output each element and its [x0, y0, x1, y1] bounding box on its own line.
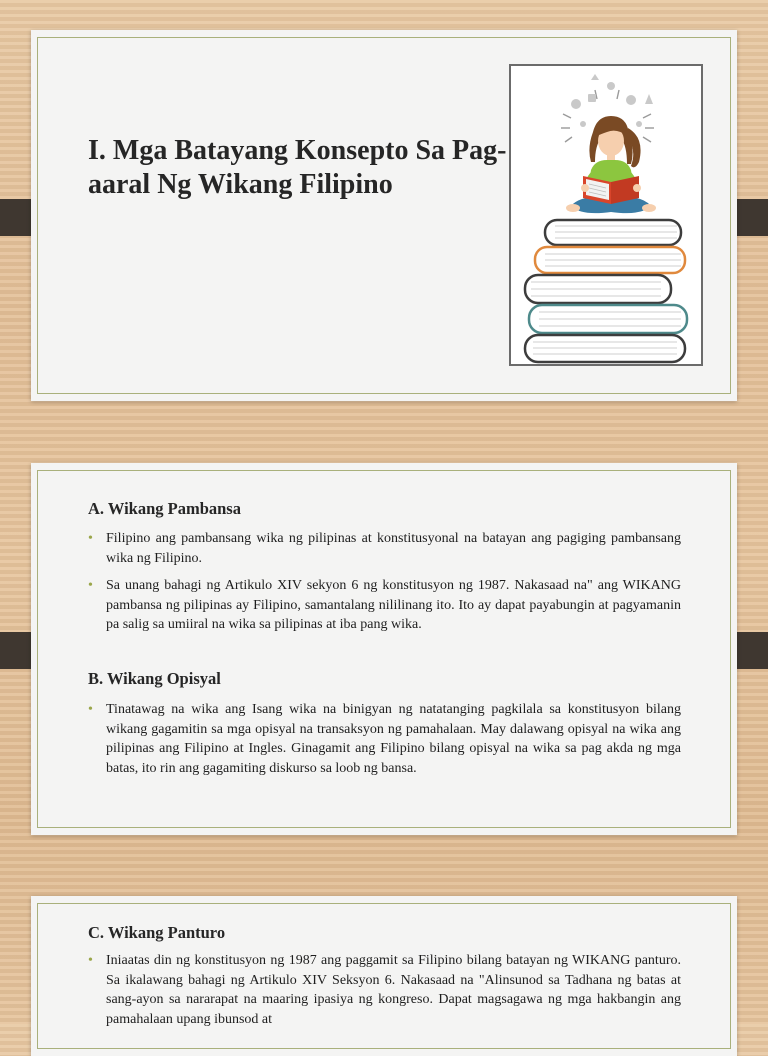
section-heading-wikang-opisyal: B. Wikang Opisyal	[88, 669, 221, 688]
girl-reading-on-books-illustration	[509, 64, 703, 366]
bullet-list-wikang-panturo	[88, 951, 681, 1037]
bullet-icon: •	[88, 578, 93, 593]
slide-3	[31, 896, 737, 1056]
bullet-icon: •	[88, 702, 93, 717]
list-item: • Sa unang bahagi ng Artikulo XIV sekyon 6 ng konstitusyon ng 1987. Nakasaad na" ang WIKANG pambansa ng pilipinas ay Filipino, samantalang nililinang ito. Ito ay dapat payabungin at pagyamanin pa salig sa umiiral na wika sa pilipinas at iba pang wika.	[88, 578, 681, 632]
slide-title: I. Mga Batayang Konsepto Sa Pag-aaral Ng Wikang Filipino	[88, 135, 507, 200]
list-item: • Filipino ang pambansang wika ng pilipinas at konstitusyonal na batayan ang pagiging pambansang wika ng Filipino.	[88, 531, 681, 566]
bullet-icon: •	[88, 953, 93, 968]
slide-1	[31, 30, 737, 401]
bullet-list-wikang-opisyal	[88, 700, 681, 786]
bullet-icon: •	[88, 531, 93, 546]
illustration-svg	[511, 66, 701, 364]
slide-2	[31, 463, 737, 835]
section-heading-wikang-pambansa: A. Wikang Pambansa	[88, 499, 241, 518]
bullet-list-wikang-pambansa	[88, 529, 681, 643]
list-item: • Iniaatas din ng konstitusyon ng 1987 ang paggamit sa Filipino bilang batayan ng WIKANG panturo. Sa ikalawang bahagi ng Artikulo XIV Seksyon 6. Nakasaad na "Alinsunod sa Tadhana ng batas at sang-ayon sa nararapat na maaring ipasiya ng kongreso. Dapat magsagawa ng mga hakbangin ang pamahalaan upang ibunsod at	[88, 953, 681, 1027]
list-item: • Tinatawag na wika ang Isang wika na binigyan ng natatanging pagkilala sa konstitusyon bilang wikang gagamitin sa mga opisyal na transaksyon ng pamahalaan. May dalawang opisyal na wika ang pilipinas ang Filipino at Ingles. Ginagamit ang Filipino bilang opisyal na wika sa pag akda ng mga batas, ito rin ang gagamiting diskurso sa loob ng bansa.	[88, 702, 681, 776]
section-heading-wikang-panturo: C. Wikang Panturo	[88, 923, 226, 942]
